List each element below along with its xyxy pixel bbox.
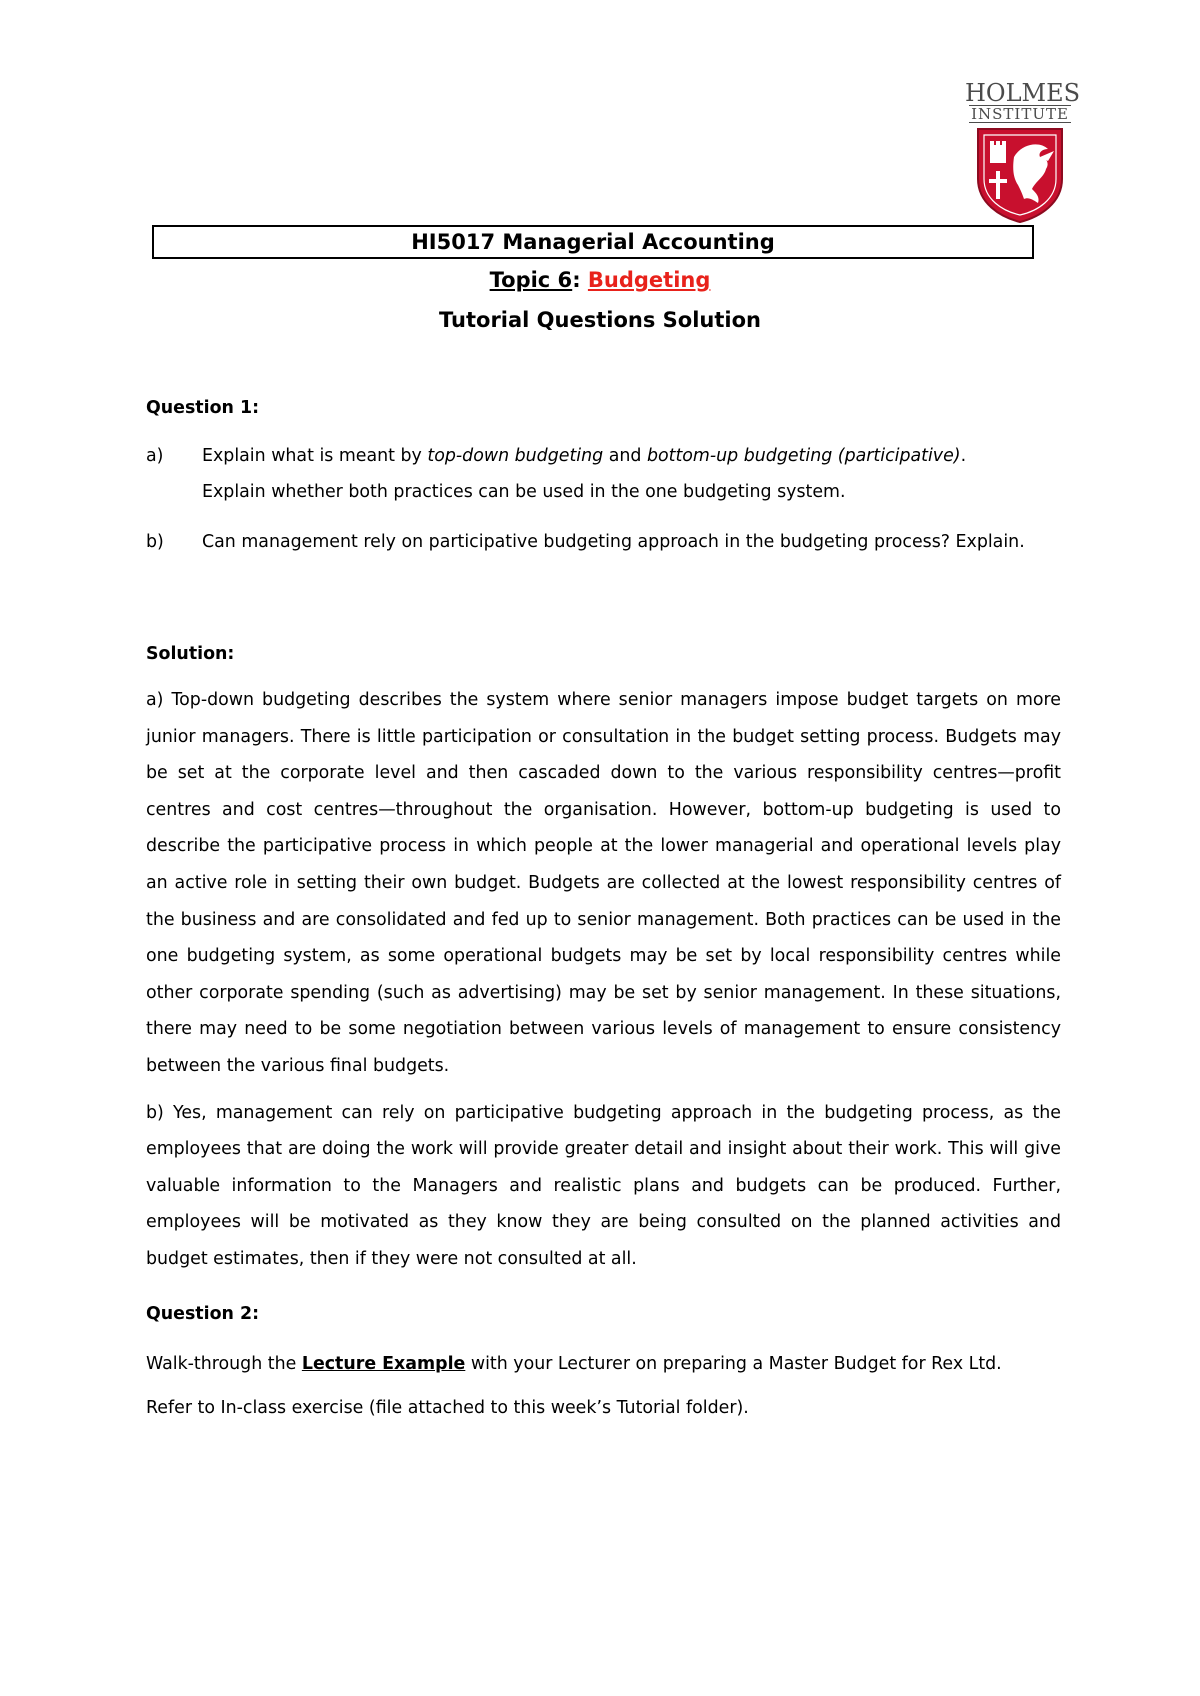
question1-part-b <box>146 524 1061 560</box>
topic-prefix: Topic 6 <box>489 268 573 292</box>
question1-a-text: Explain what is meant by <box>202 446 428 466</box>
question2-line1-post: with your Lecturer on preparing a Master Budget for Rex Ltd. <box>465 1353 1002 1374</box>
topic-name: Budgeting <box>587 268 711 292</box>
logo-name-line1: HOLMES <box>965 79 1081 107</box>
question1-a-text-end: . <box>960 446 967 466</box>
course-title: HI5017 Managerial Accounting <box>411 230 775 254</box>
document-subtitle: Tutorial Questions Solution <box>439 308 761 332</box>
solution-part-b: b) Yes, management can rely on participative budgeting approach in the budgeting process, as the employees that are doing the work will provide greater detail and insight about their work. This will give valuable information to the Managers and realistic plans and budgets can be produced. Further, employees will be motivated as they know they are being consulted on the planned activities and budget estimates, then if they were not consulted at all. <box>146 1102 1061 1269</box>
question1-part-b-label: b) <box>146 532 164 552</box>
topic-colon: : <box>572 268 588 292</box>
document-body <box>146 396 1061 1427</box>
term-top-down: top-down budgeting <box>427 446 604 466</box>
course-title-box <box>152 225 1034 259</box>
lecture-example-link[interactable]: Lecture Example <box>301 1353 466 1374</box>
logo-name-line2: INSTITUTE <box>971 105 1069 123</box>
question1-part-a <box>146 438 1061 510</box>
topic-heading <box>0 268 1200 292</box>
question1-part-a-line2: Explain whether both practices can be used in the one budgeting system. <box>202 482 846 502</box>
question2-line2: Refer to In-class exercise (file attached to this week’s Tutorial folder). <box>146 1398 749 1419</box>
solution-heading: Solution: <box>146 644 235 664</box>
question2-line1-pre: Walk-through the <box>146 1353 302 1374</box>
question2-line1 <box>146 1346 1061 1383</box>
solution-part-a: a) Top-down budgeting describes the system where senior managers impose budget targets on more junior managers. There is little participation or consultation in the budget setting process. Budgets may be set at the corporate level and then cascaded down to the various responsibility centres—profit centres and cost centres—throughout the organisation. However, bottom-up budgeting is used to describe the participative process in which people at the lower managerial and operational levels play an active role in setting their own budget. Budgets are collected at the lowest responsibility centres of the business and are consolidated and fed up to senior management. Both practices can be used in the one budgeting system, as some operational budgets may be set by local responsibility centres while other corporate spending (such as advertising) may be set by senior management. In these situations, there may need to be some negotiation between various levels of management to ensure consistency between the various final budgets. <box>146 690 1061 1076</box>
question1-part-a-label: a) <box>146 446 164 466</box>
question1-part-b-text: Can management rely on participative budgeting approach in the budgeting process? Explain. <box>202 532 1025 552</box>
question2-heading: Question 2: <box>146 1303 260 1324</box>
term-bottom-up: bottom-up budgeting (participative) <box>646 446 961 466</box>
shield-crest-icon <box>974 127 1066 223</box>
holmes-institute-logo <box>965 79 1081 222</box>
question1-heading: Question 1: <box>146 398 260 418</box>
question1-a-text-join: and <box>603 446 647 466</box>
